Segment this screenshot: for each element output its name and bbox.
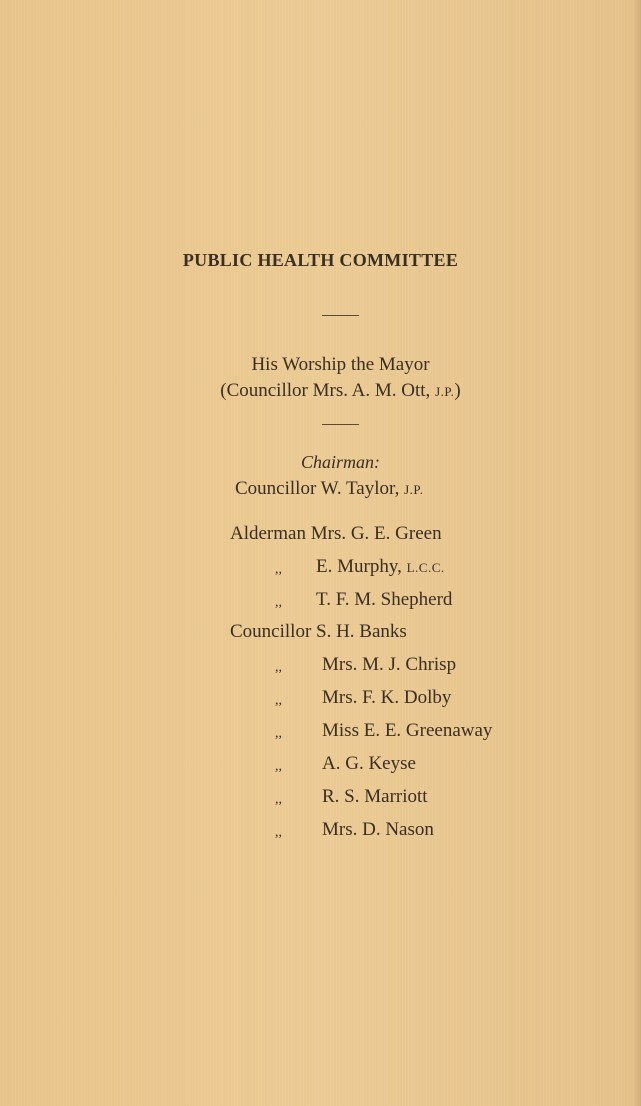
mayor-suffix: J.P. [435,384,455,399]
page-edge-shadow [633,0,641,1106]
ditto-mark: ,, [275,759,282,774]
ditto-mark: ,, [275,792,282,807]
councillor-lead: Councillor S. H. Banks [230,621,407,642]
chairman-label: Chairman: [300,452,380,472]
mayor-title: His Worship the Mayor [251,354,430,375]
ditto-mark: ,, [275,562,282,577]
ditto-mark: ,, [275,660,282,675]
chairman-name-text: Councillor W. Taylor, [235,478,405,499]
councillor-member: Mrs. M. J. Chrisp [322,654,457,675]
divider-rule [322,315,359,316]
alderman-member [316,556,445,578]
alderman-member-suffix: L.C.C. [406,560,445,575]
chairman-suffix: J.P. [404,482,424,497]
councillor-member: Miss E. E. Greenaway [322,720,493,741]
committee-title: PUBLIC HEALTH COMMITTEE [182,250,459,270]
ditto-mark: ,, [275,693,282,708]
chairman-name [235,478,423,500]
councillor-member: Mrs. D. Nason [322,819,434,840]
ditto-mark: ,, [275,726,282,741]
councillor-member: A. G. Keyse [322,753,416,774]
councillor-member: R. S. Marriott [322,786,428,807]
mayor-name [0,380,641,402]
mayor-name-text: (Councillor Mrs. A. M. Ott, [220,380,436,401]
mayor-close-paren: ) [454,380,461,401]
ditto-mark: ,, [275,595,282,610]
divider-rule [322,424,359,425]
alderman-lead: Alderman Mrs. G. E. Green [230,523,442,544]
alderman-member: T. F. M. Shepherd [316,589,453,610]
ditto-mark: ,, [275,825,282,840]
councillor-member: Mrs. F. K. Dolby [322,687,452,708]
alderman-member-name: E. Murphy, [316,556,407,577]
